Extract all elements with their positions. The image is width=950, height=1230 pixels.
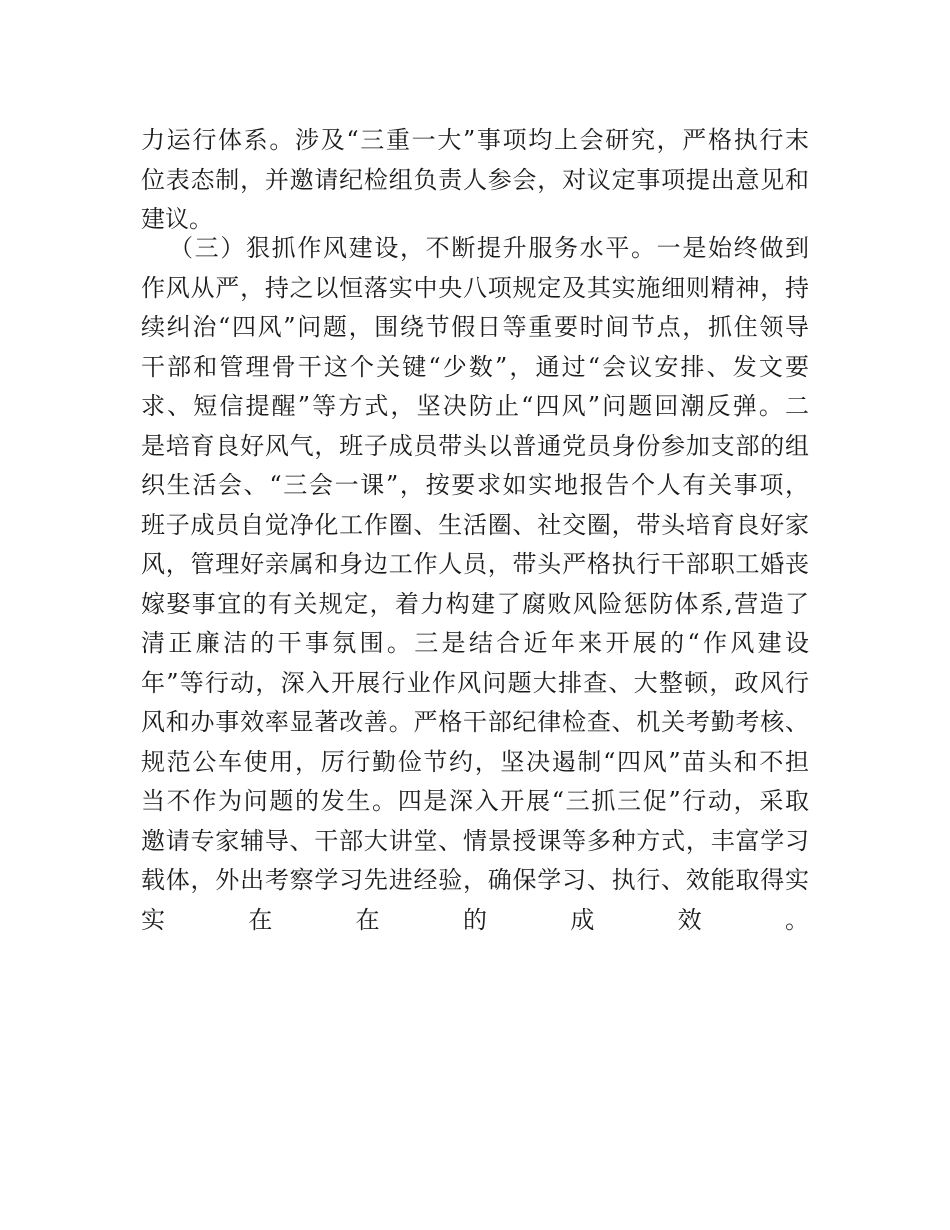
paragraph-line: 班子成员自觉净化工作圈、生活圈、社交圈，带头培育良好家	[141, 510, 809, 539]
paragraph-line: （三）狠抓作风建设，不断提升服务水平。一是始终做到	[169, 234, 809, 262]
paragraph-line: 清正廉洁的干事氛围。三是结合近年来开展的“作风建设	[141, 629, 809, 657]
paragraph-line: 规范公车使用，厉行勤俭节约，坚决遏制“四风”苗头和不担	[141, 747, 809, 776]
paragraph-line: 力运行体系。涉及“三重一大”事项均上会研究，严格执行末	[141, 126, 809, 154]
paragraph-line: 风和办事效率显著改善。严格干部纪律检查、机关考勤考核、	[141, 708, 809, 736]
paragraph-line: 作风从严，持之以恒落实中央八项规定及其实施细则精神，持	[141, 273, 809, 302]
paragraph-line: 续纠治“四风”问题，围绕节假日等重要时间节点，抓住领导	[141, 313, 809, 341]
paragraph-line: 建议。	[141, 205, 213, 233]
paragraph-line: 实在在的成效。	[141, 905, 809, 934]
paragraph-line: 载体，外出考察学习先进经验，确保学习、执行、效能取得实	[141, 866, 809, 894]
paragraph-line: 当不作为问题的发生。四是深入开展“三抓三促”行动，采取	[141, 787, 809, 815]
paragraph-2	[141, 229, 809, 980]
paragraph-line: 织生活会、“三会一课”，按要求如实地报告个人有关事项，	[141, 471, 809, 499]
paragraph-line	[141, 940, 809, 980]
paragraph-line: 干部和管理骨干这个关键“少数”，通过“会议安排、发文要	[141, 352, 809, 381]
paragraph-line: 风，管理好亲属和身边工作人员，带头严格执行干部职工婚丧	[141, 550, 809, 578]
paragraph-1	[141, 121, 809, 240]
paragraph-line: 邀请专家辅导、干部大讲堂、情景授课等多种方式，丰富学习	[141, 826, 809, 855]
paragraph-line: 求、短信提醒”等方式，坚决防止“四风”问题回潮反弹。二	[141, 392, 809, 420]
paragraph-line: 嫁娶事宜的有关规定，着力构建了腐败风险惩防体系,营造了	[141, 589, 809, 618]
paragraph-line: 是培育良好风气，班子成员带头以普通党员身份参加支部的组	[141, 431, 809, 460]
paragraph-line: 位表态制，并邀请纪检组负责人参会，对议定事项提出意见和	[141, 165, 809, 194]
paragraph-line: 年”等行动，深入开展行业作风问题大排查、大整顿，政风行	[141, 668, 809, 697]
